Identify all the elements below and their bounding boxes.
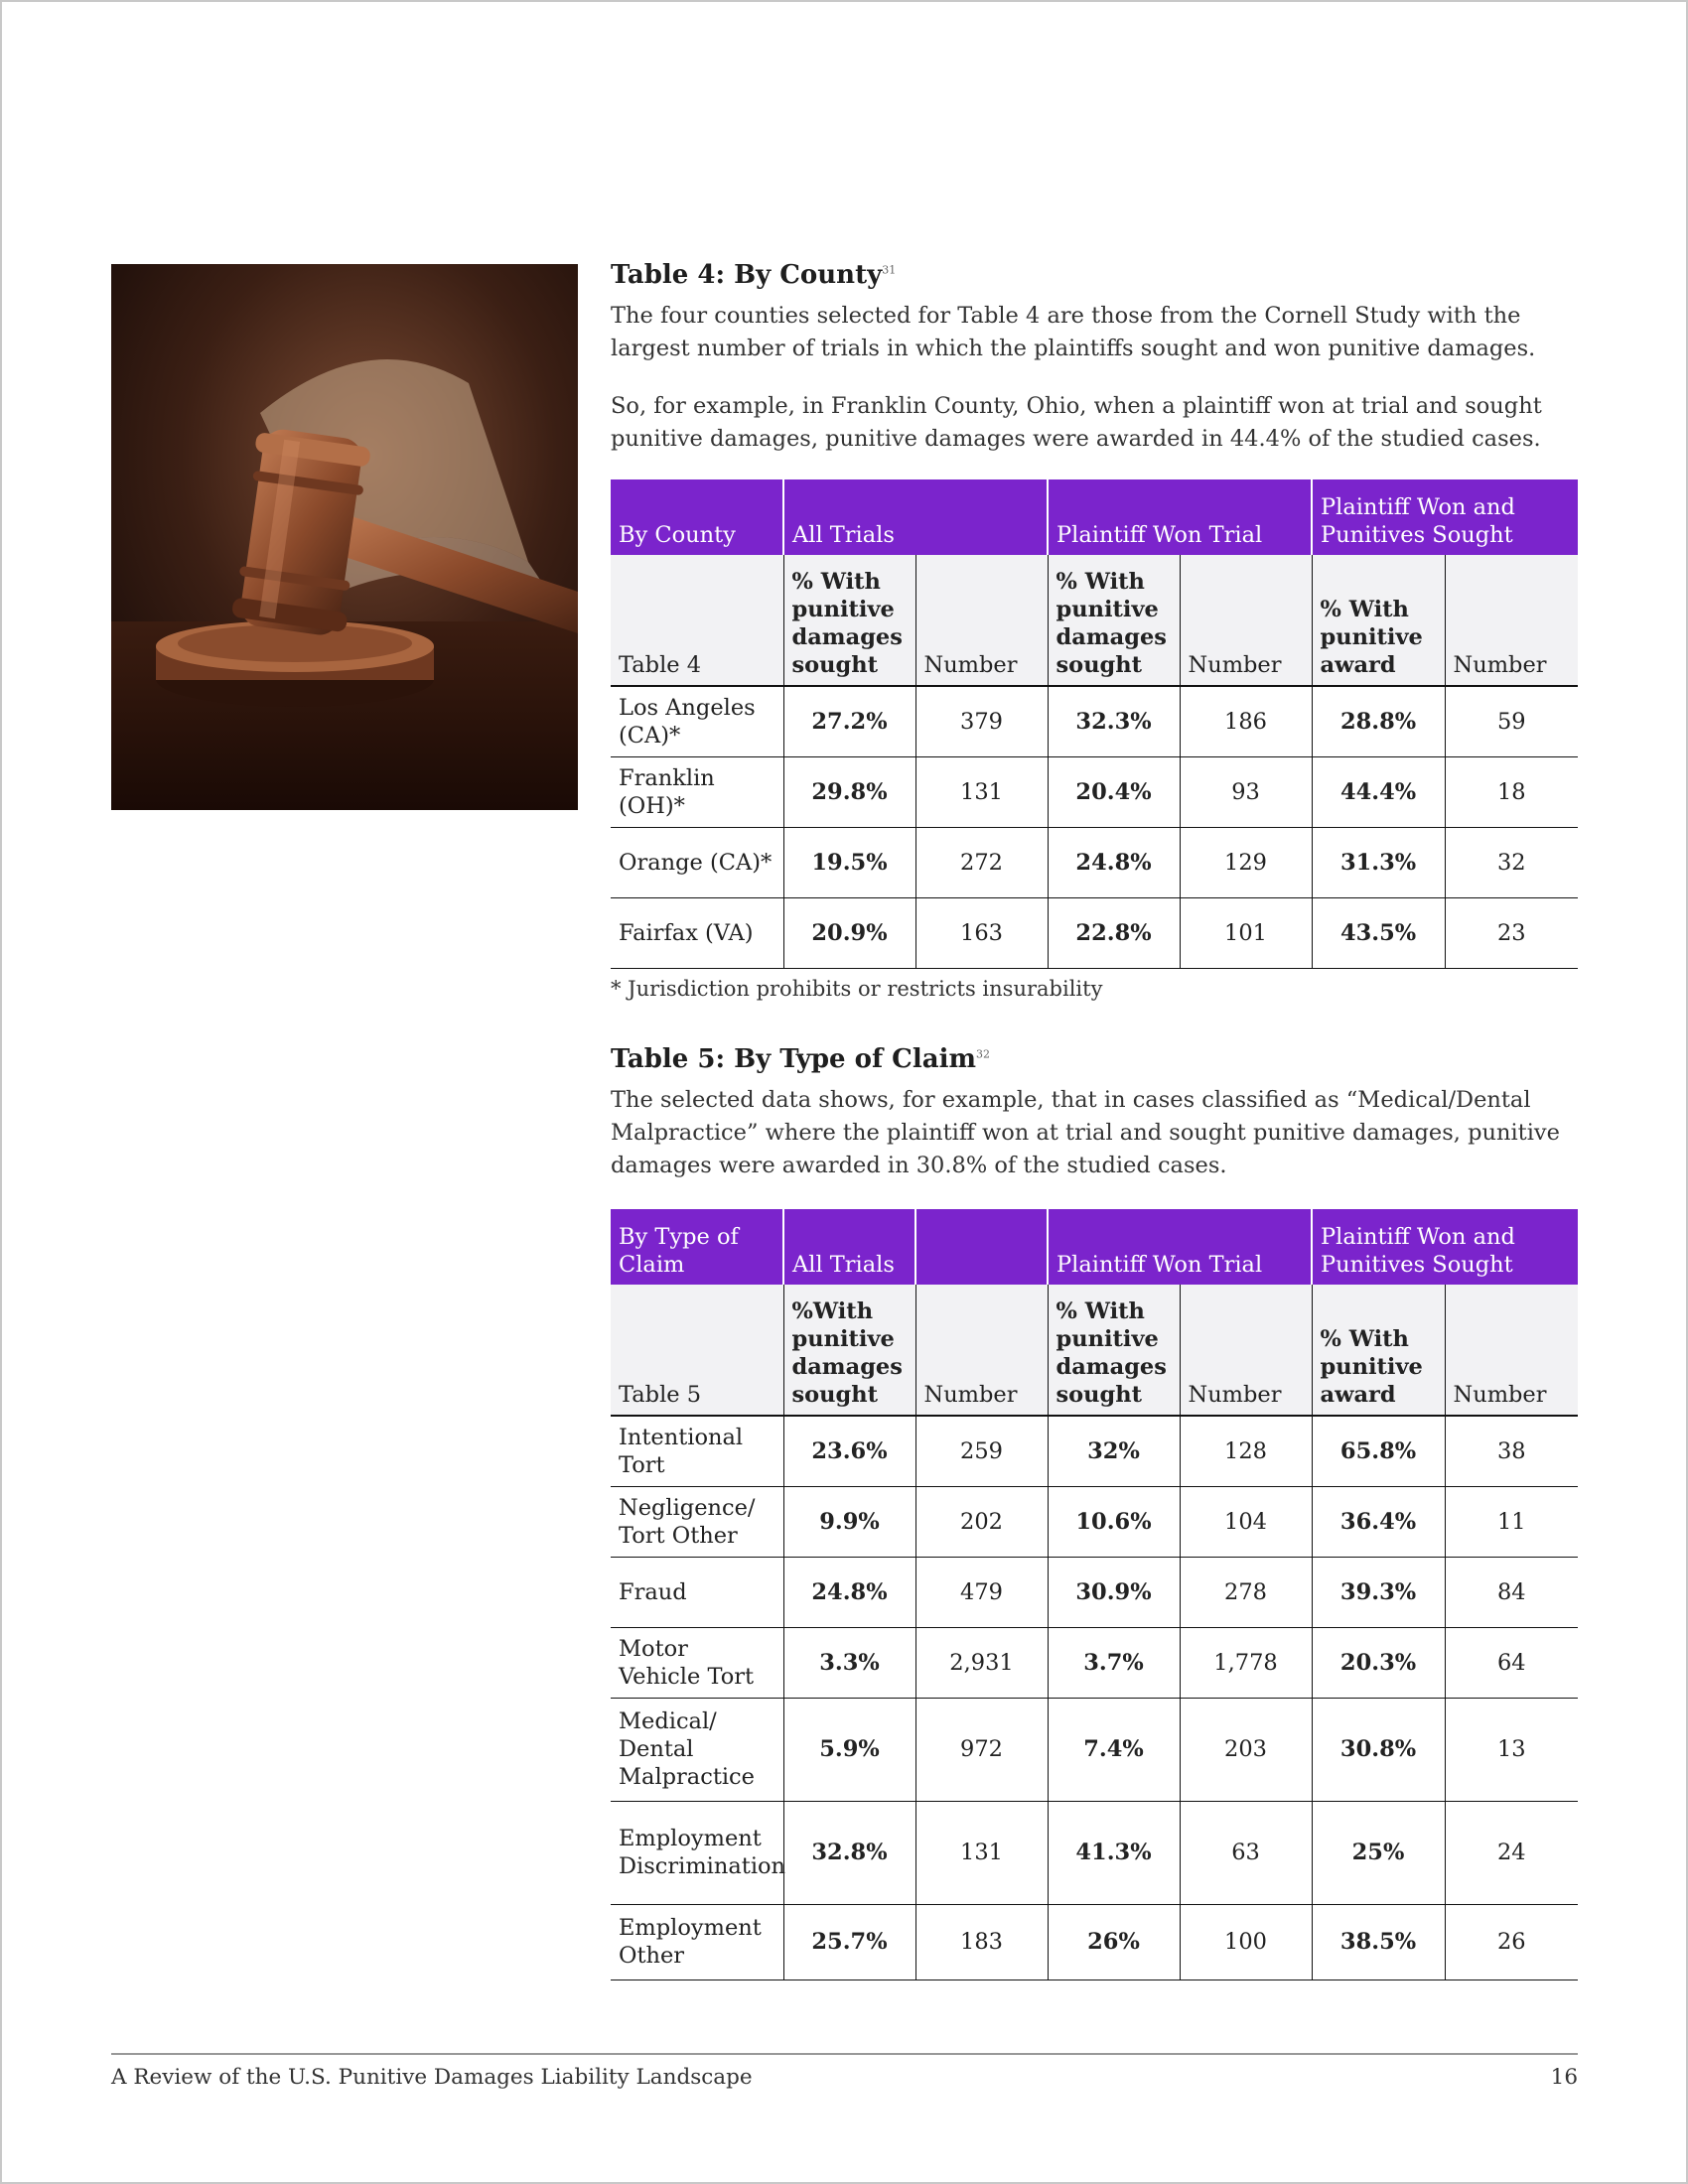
cell: 972 — [915, 1698, 1048, 1801]
cell: 128 — [1180, 1416, 1312, 1486]
cell: 25% — [1312, 1801, 1445, 1904]
table-row — [611, 1904, 1578, 1979]
table5-subheader-label: Table 5 — [611, 1285, 783, 1416]
table4-subheader-pct-award: % With punitive award — [1312, 555, 1445, 686]
row-label: Los Angeles (CA)* — [611, 686, 783, 756]
cell: 30.9% — [1048, 1557, 1180, 1627]
cell: 202 — [915, 1486, 1048, 1557]
cell: 2,931 — [915, 1627, 1048, 1698]
table5-header-all-trials: All Trials — [783, 1209, 915, 1285]
cell: 30.8% — [1312, 1698, 1445, 1801]
cell: 26 — [1445, 1904, 1578, 1979]
cell: 13 — [1445, 1698, 1578, 1801]
cell: 272 — [915, 827, 1048, 897]
row-label: Fairfax (VA) — [611, 897, 783, 968]
cell: 23.6% — [783, 1416, 915, 1486]
table4 — [611, 479, 1578, 969]
cell: 63 — [1180, 1801, 1312, 1904]
cell: 18 — [1445, 756, 1578, 827]
table-row — [611, 1698, 1578, 1801]
cell: 25.7% — [783, 1904, 915, 1979]
table4-header-won-trial: Plaintiff Won Trial — [1048, 479, 1312, 555]
table4-header-all-trials: All Trials — [783, 479, 1048, 555]
row-label: Motor Vehicle Tort — [611, 1627, 783, 1698]
table5-subheader-number: Number — [1180, 1285, 1312, 1416]
cell: 59 — [1445, 686, 1578, 756]
row-label: Fraud — [611, 1557, 783, 1627]
table5-subheader-pct-sought: %With punitive damages sought — [783, 1285, 915, 1416]
cell: 32% — [1048, 1416, 1180, 1486]
cell: 38 — [1445, 1416, 1578, 1486]
table4-subheader-pct-sought: % With punitive damages sought — [783, 555, 915, 686]
table5-header-label: By Type of Claim — [611, 1209, 783, 1285]
table5-subheader-number: Number — [1445, 1285, 1578, 1416]
cell: 7.4% — [1048, 1698, 1180, 1801]
cell: 24 — [1445, 1801, 1578, 1904]
cell: 19.5% — [783, 827, 915, 897]
row-label: Employment Other — [611, 1904, 783, 1979]
table5-intro: The selected data shows, for example, that in cases classified as “Medical/Dental Malpractice” where the plaintiff won at trial and sought punitive damages, punitive damages were awarded in 30.8% of the studied cases. — [611, 1087, 1560, 1178]
cell: 44.4% — [1312, 756, 1445, 827]
table-row — [611, 686, 1578, 756]
cell: 5.9% — [783, 1698, 915, 1801]
table-row — [611, 827, 1578, 897]
table4-header-won-sought: Plaintiff Won and Punitives Sought — [1312, 479, 1578, 555]
cell: 104 — [1180, 1486, 1312, 1557]
table4-subheader-number: Number — [1445, 555, 1578, 686]
cell: 3.3% — [783, 1627, 915, 1698]
cell: 259 — [915, 1416, 1048, 1486]
cell: 24.8% — [783, 1557, 915, 1627]
cell: 65.8% — [1312, 1416, 1445, 1486]
table5-heading: Table 5: By Type of Claim$^{32}$ — [611, 1044, 990, 1074]
table4-intro: The four counties selected for Table 4 are those from the Cornell Study with the largest number of trials in which the plaintiffs sought and won punitive damages. — [611, 303, 1536, 361]
table-row — [611, 1801, 1578, 1904]
table4-heading: Table 4: By County$^{31}$ — [611, 260, 897, 290]
cell: 39.3% — [1312, 1557, 1445, 1627]
cell: 129 — [1180, 827, 1312, 897]
cell: 32.8% — [783, 1801, 915, 1904]
table4-section — [611, 260, 1578, 1001]
cell: 41.3% — [1048, 1801, 1180, 1904]
cell: 32.3% — [1048, 686, 1180, 756]
cell: 10.6% — [1048, 1486, 1180, 1557]
cell: 131 — [915, 756, 1048, 827]
table-row — [611, 756, 1578, 827]
cell: 38.5% — [1312, 1904, 1445, 1979]
table-row — [611, 1557, 1578, 1627]
cell: 29.8% — [783, 756, 915, 827]
row-label: Orange (CA)* — [611, 827, 783, 897]
cell: 183 — [915, 1904, 1048, 1979]
cell: 32 — [1445, 827, 1578, 897]
cell: 43.5% — [1312, 897, 1445, 968]
cell: 31.3% — [1312, 827, 1445, 897]
cell: 9.9% — [783, 1486, 915, 1557]
table-row — [611, 1486, 1578, 1557]
table5-section — [611, 1044, 1578, 1980]
cell: 27.2% — [783, 686, 915, 756]
table4-subheader-number: Number — [915, 555, 1048, 686]
cell: 20.9% — [783, 897, 915, 968]
table4-subheader-label: Table 4 — [611, 555, 783, 686]
table-row — [611, 1627, 1578, 1698]
row-label: Franklin (OH)* — [611, 756, 783, 827]
cell: 278 — [1180, 1557, 1312, 1627]
cell: 131 — [915, 1801, 1048, 1904]
page-number: 16 — [1550, 2065, 1578, 2090]
table5-header-blank — [915, 1209, 1048, 1285]
cell: 11 — [1445, 1486, 1578, 1557]
table4-subheader-number: Number — [1180, 555, 1312, 686]
cell: 36.4% — [1312, 1486, 1445, 1557]
cell: 3.7% — [1048, 1627, 1180, 1698]
row-label: Medical/ Dental Malpractice — [611, 1698, 783, 1801]
table-row — [611, 1416, 1578, 1486]
cell: 24.8% — [1048, 827, 1180, 897]
footer-title: A Review of the U.S. Punitive Damages Liability Landscape — [111, 2065, 753, 2090]
cell: 84 — [1445, 1557, 1578, 1627]
cell: 20.3% — [1312, 1627, 1445, 1698]
footnote-ref-31[interactable]: 31 — [882, 263, 897, 277]
table5-subheader-number: Number — [915, 1285, 1048, 1416]
cell: 20.4% — [1048, 756, 1180, 827]
table5 — [611, 1209, 1578, 1980]
cell: 100 — [1180, 1904, 1312, 1979]
table4-footnote: * Jurisdiction prohibits or restricts insurability — [611, 976, 1103, 1001]
table4-subheader-pct-sought: % With punitive damages sought — [1048, 555, 1180, 686]
table4-example: So, for example, in Franklin County, Ohio, when a plaintiff won at trial and sought punitive damages, punitive damages were awarded in 44.4% of the studied cases. — [611, 393, 1542, 452]
cell: 186 — [1180, 686, 1312, 756]
cell: 203 — [1180, 1698, 1312, 1801]
footer-divider — [111, 2053, 1578, 2055]
cell: 93 — [1180, 756, 1312, 827]
footnote-ref-32[interactable]: 32 — [976, 1047, 990, 1061]
cell: 379 — [915, 686, 1048, 756]
cell: 163 — [915, 897, 1048, 968]
table5-header-won-sought: Plaintiff Won and Punitives Sought — [1312, 1209, 1578, 1285]
row-label: Negligence/ Tort Other — [611, 1486, 783, 1557]
table5-subheader-pct-award: % With punitive award — [1312, 1285, 1445, 1416]
cell: 479 — [915, 1557, 1048, 1627]
cell: 26% — [1048, 1904, 1180, 1979]
table4-header-label: By County — [611, 479, 783, 555]
row-label: Intentional Tort — [611, 1416, 783, 1486]
cell: 1,778 — [1180, 1627, 1312, 1698]
cell: 101 — [1180, 897, 1312, 968]
cell: 22.8% — [1048, 897, 1180, 968]
table5-header-won-trial: Plaintiff Won Trial — [1048, 1209, 1312, 1285]
cell: 64 — [1445, 1627, 1578, 1698]
cell: 28.8% — [1312, 686, 1445, 756]
cell: 23 — [1445, 897, 1578, 968]
row-label: Employment Discrimination — [611, 1801, 783, 1904]
table-row — [611, 897, 1578, 968]
gavel-photo — [111, 264, 578, 810]
table5-subheader-pct-sought: % With punitive damages sought — [1048, 1285, 1180, 1416]
